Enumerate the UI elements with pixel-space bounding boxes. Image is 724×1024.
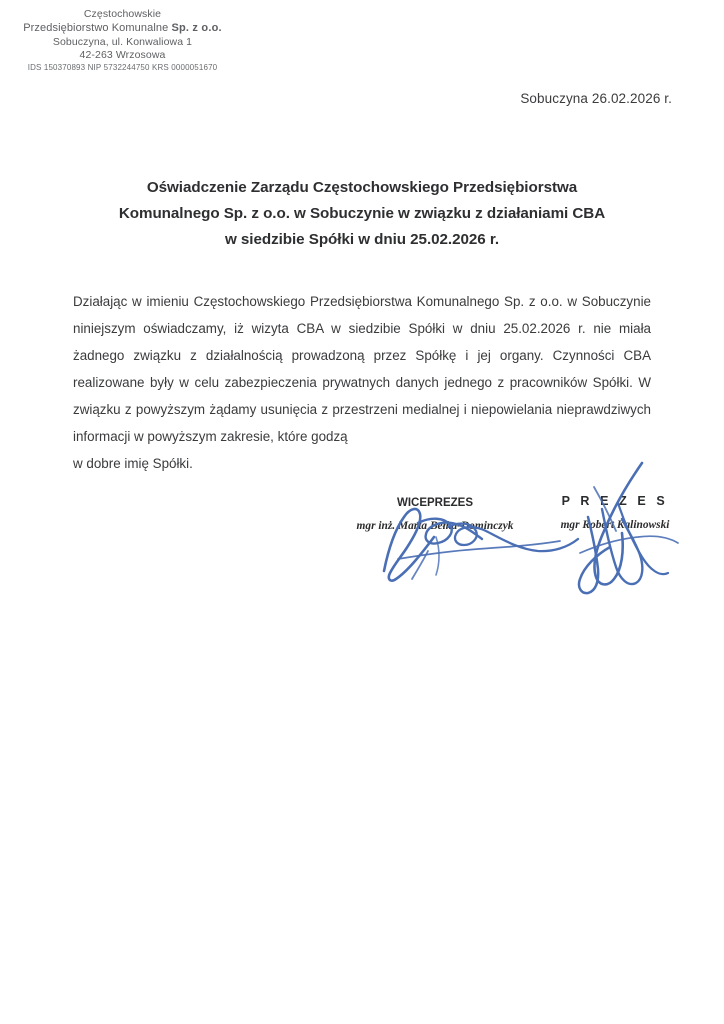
body-paragraph-last-line: w dobre imię Spółki.	[73, 456, 193, 472]
letterhead-address: Sobuczyna, ul. Konwaliowa 1	[52, 35, 193, 48]
letterhead-line-2-bold: Sp. z o.o.	[171, 22, 222, 35]
letterhead-line-1: Częstochowskie	[83, 8, 162, 20]
signature-vice-president	[340, 497, 530, 532]
body-text	[73, 288, 651, 478]
signature-president	[535, 495, 695, 531]
date-line: Sobuczyna 26.02.2026 r.	[520, 91, 672, 106]
president-role: P R E Z E S	[561, 494, 669, 508]
letterhead-line-2	[10, 21, 235, 35]
signature-block	[330, 455, 690, 585]
letterhead-line-2-plain: Przedsiębiorstwo Komunalne	[23, 22, 172, 35]
vice-president-role: WICEPREZES	[396, 497, 474, 509]
vice-president-name: mgr inż. Marta Bełka-Dominczyk	[356, 519, 514, 532]
title-line-3: w siedzibie Spółki w dniu 25.02.2026 r.	[224, 231, 500, 249]
company-letterhead	[10, 8, 235, 74]
body-paragraph: Działając w imieniu Częstochowskiego Przedsiębiorstwa Komunalnego Sp. z o.o. w Sobuczynie niniejszym oświadczamy, iż wizyta CBA w siedzibie Spółki w dniu 25.02.2026 r. nie miała żadnego związku z działalnością prowadzoną przez Spółkę i jej organy. Czynności CBA realizowane były w celu zabezpieczenia prywatnych danych jednego z pracowników Spółki. W związku z powyższym żądamy usunięcia z przestrzeni medialnej i niepowielania nieprawdziwych informacji w powyższym zakresie, które godzą	[73, 294, 651, 445]
letterhead-registration-numbers: IDS 150370893 NIP 5732244750 KRS 0000051670	[27, 63, 218, 73]
president-name: mgr Robert Kalinowski	[560, 518, 670, 531]
title-line-1: Oświadczenie Zarządu Częstochowskiego Przedsiębiorstwa	[146, 179, 578, 196]
document-title	[62, 175, 662, 253]
title-line-2: Komunalnego Sp. z o.o. w Sobuczynie w związku z działaniami CBA	[118, 205, 606, 223]
letterhead-postal-city: 42-263 Wrzosowa	[79, 48, 166, 61]
